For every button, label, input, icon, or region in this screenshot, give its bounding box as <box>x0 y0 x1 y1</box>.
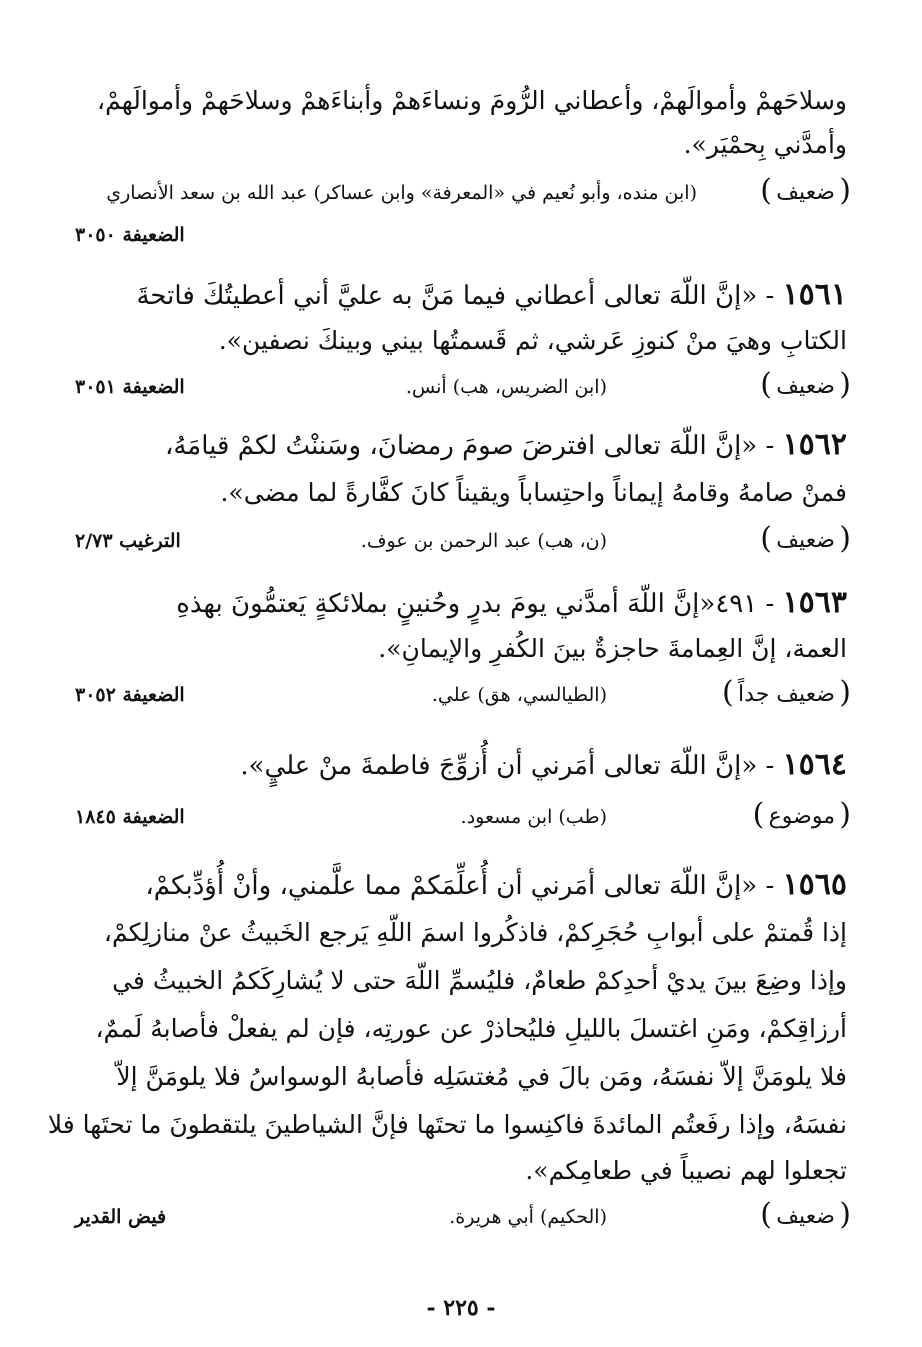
source-citation: (طب) ابن مسعود. <box>460 806 607 828</box>
hadith-number: ١٥٦٤ <box>782 747 847 782</box>
hadith-1564-line-1: ١٥٦٤ - «إنَّ اللّهَ تعالى أمَرني أن أُزوِّجَ فاطمةَ منْ عليٍ». <box>240 747 847 782</box>
source-citation: (ابن منده، وأبو نُعيم في «المعرفة» وابن عساكر) عبد الله بن سعد الأنصاري <box>106 182 697 204</box>
hadith-1562-line-1: ١٥٦٢ - «إنَّ اللّهَ تعالى افترضَ صومَ رمضانَ، وسَننْتُ لكمْ قيامَهُ، <box>164 427 847 462</box>
hadith-1565-line-7: تجعلوا لهم نصيباً في طعامِكم». <box>525 1156 847 1185</box>
grade-label: ( ضعيف ) <box>764 524 847 558</box>
source-citation: (ابن الضريس، هب) أنس. <box>405 376 607 398</box>
hadith-number: ١٥٦١ <box>782 277 847 312</box>
intro-line-1: وسلاحَهمْ وأموالَهمْ، وأعطاني الرُّومَ ونساءَهمْ وأبناءَهمْ وسلاحَهمْ وأموالَهمْ، <box>97 86 847 115</box>
hadith-1564-source-row <box>75 800 847 834</box>
reference-label: الضعيفة ١٨٤٥ <box>75 806 185 828</box>
grade-label: ( ضعيف جداً ) <box>726 678 847 712</box>
intro-line-2: وأمدَّني بِحمْيَر». <box>683 130 847 159</box>
hadith-1565-line-4: أرزاقِكمْ، ومَنِ اغتسلَ بالليلِ فليُحاذرْ عن عورتِه، فإن لم يفعلْ فأصابهُ لَممٌ، <box>95 1014 847 1043</box>
hadith-1562-line-2: فمنْ صامهُ وقامهُ إيماناً واحتِساباً ويقيناً كانَ كفَّارةً لما مضى». <box>220 478 847 507</box>
hadith-number: ١٥٦٥ <box>782 867 847 902</box>
hadith-1565-line-2: إذا قُمتمْ على أبوابِ حُجَرِكمْ، فاذكُروا اسمَ اللّهِ يَرجع الخَبيثُ عنْ منازلِكمْ، <box>103 918 847 947</box>
hadith-1562-source-row <box>75 524 847 558</box>
reference-label: الضعيفة ٣٠٥١ <box>75 376 185 398</box>
source-citation: (الحكيم) أبي هريرة. <box>449 1206 607 1228</box>
grade-label: ( ضعيف ) <box>764 176 847 210</box>
hadith-1565-line-1: ١٥٦٥ - «إنَّ اللّهَ تعالى أمَرني أن أُعلِّمَكمْ مما علَّمني، وأنْ أُؤدِّبكمْ، <box>145 867 847 902</box>
hadith-1561-source-row <box>75 370 847 404</box>
hadith-1565-line-3: وإذا وضِعَ بينَ يديْ أحدِكمْ طعامٌ، فليُسمِّ اللّهَ حتى لا يُشارِكَكمُ الخبيثُ في <box>112 966 847 995</box>
hadith-1565-line-5: فلا يلومَنَّ إلاّ نفسَهُ، ومَن بالَ في مُغتسَلِه فأصابهُ الوسواسُ فلا يلومَنَّ إلاّ <box>116 1062 847 1091</box>
source-citation: (الطيالسي، هق) علي. <box>431 684 607 706</box>
hadith-1561-line-1: ١٥٦١ - «إنَّ اللّهَ تعالى أعطاني فيما مَنَّ به عليَّ أني أعطيتُكَ فاتحةَ <box>136 277 847 312</box>
source-citation: (ن، هب) عبد الرحمن بن عوف. <box>360 530 607 552</box>
grade-label: ( موضوع ) <box>757 800 847 834</box>
hadith-1565-line-6: نفسَهُ، وإذا رفَعتُم المائدةَ فاكنِسوا ما تحتَها فإنَّ الشياطينَ يلتقطونَ ما تحتَها فلا <box>47 1110 847 1139</box>
reference-label: الضعيفة ٣٠٥٠ <box>75 224 185 246</box>
hadith-1565-source-row <box>75 1200 847 1234</box>
intro-source-row <box>75 176 847 210</box>
reference-label: فيض القدير <box>75 1206 167 1228</box>
grade-label: ( ضعيف ) <box>764 370 847 404</box>
hadith-1563-line-1: ١٥٦٣ - ٤٩١«إنَّ اللّهَ أمدَّني يومَ بدرٍ وحُنينٍ بملائكةٍ يَعتمُّونَ بهذهِ <box>176 585 847 620</box>
hadith-1563-source-row <box>75 678 847 712</box>
hadith-number: ١٥٦٣ <box>782 585 847 620</box>
reference-label: الضعيفة ٣٠٥٢ <box>75 684 185 706</box>
grade-label: ( ضعيف ) <box>764 1200 847 1234</box>
reference-label: الترغيب ٢/٧٣ <box>75 530 181 552</box>
hadith-1561-line-2: الكتابِ وهيَ منْ كنوزِ عَرشي، ثم قَسمتُها بيني وبينكَ نصفين». <box>218 326 847 355</box>
hadith-number: ١٥٦٢ <box>782 427 847 462</box>
hadith-1563-line-2: العمة، إنَّ العِمامةَ حاجزةٌ بينَ الكُفرِ والإيمانِ». <box>378 634 847 663</box>
page-number: - ٢٢٥ - <box>426 1295 496 1321</box>
